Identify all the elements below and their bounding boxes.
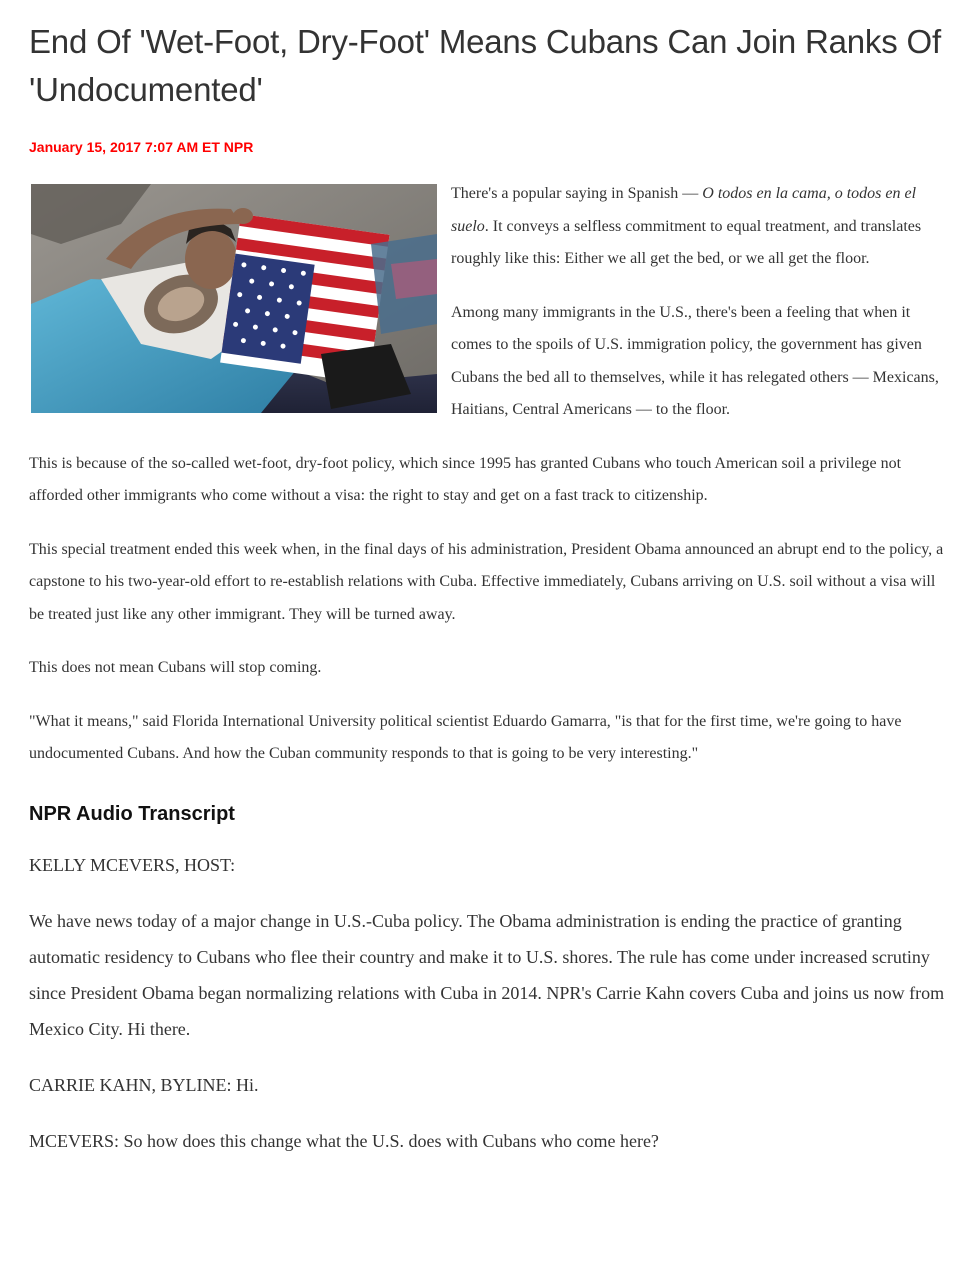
article-body [29,178,950,771]
paragraph-3: This is because of the so-called wet-foot, dry-foot policy, which since 1995 has granted Cubans who touch American soil a privilege not afforded other immigrants who come without a visa: the right to stay and get on a fast track to citizenship. [29,454,902,504]
paragraph-4: This special treatment ended this week when, in the final days of his administration, President Obama announced an abrupt end to the policy, a capstone to his two-year-old effort to re-establish relations with Cuba. Effective immediately, Cubans arriving on U.S. soil without a visa will be treated just like any other immigrant. They will be turned away. [29,540,944,623]
transcript-line: MCEVERS: So how does this change what the U.S. does with Cubans who come here? [29,1130,659,1151]
paragraph-2: Among many immigrants in the U.S., there's been a feeling that when it comes to the spoils of U.S. immigration policy, the government has given Cubans the bed all to themselves, while it has relegated others — Mexicans, Haitians, Central Americans — to the floor. [451,303,939,418]
paragraph-6: "What it means," said Florida International University political scientist Eduardo Gamarra, "is that for the first time, we're going to have undocumented Cubans. And how the Cuban community responds to that is going to be very interesting." [29,712,902,762]
article-title: End Of 'Wet-Foot, Dry-Foot' Means Cubans Can Join Ranks Of 'Undocumented' [29,23,941,108]
paragraph-1-text-cont: . It conveys a selfless commitment to equal treatment, and translates roughly like this: Either we all get the bed, or we all get the floor. [451,217,922,267]
transcript-line: We have news today of a major change in U.S.-Cuba policy. The Obama administration is ending the practice of granting automatic residency to Cubans who flee their country and make it to U.S. shores. The rule has come under increased scrutiny since President Obama began normalizing relations with Cuba in 2014. NPR's Carrie Kahn covers Cuba and joins us now from Mexico City. Hi there. [29,910,945,1039]
transcript-line: KELLY MCEVERS, HOST: [29,854,236,875]
spanish-saying: O todos en la cama, o todos en el suelo [451,185,917,235]
transcript-line: CARRIE KAHN, BYLINE: Hi. [29,1074,259,1095]
article-photo [31,184,437,413]
paragraph-1-text: There's a popular saying in Spanish — [451,185,703,202]
article-page [0,18,979,1159]
transcript-body [29,847,950,1159]
article-byline: January 15, 2017 7:07 AM ET NPR [29,139,254,155]
paragraph-5: This does not mean Cubans will stop coming. [29,659,322,676]
transcript-heading: NPR Audio Transcript [29,802,235,825]
